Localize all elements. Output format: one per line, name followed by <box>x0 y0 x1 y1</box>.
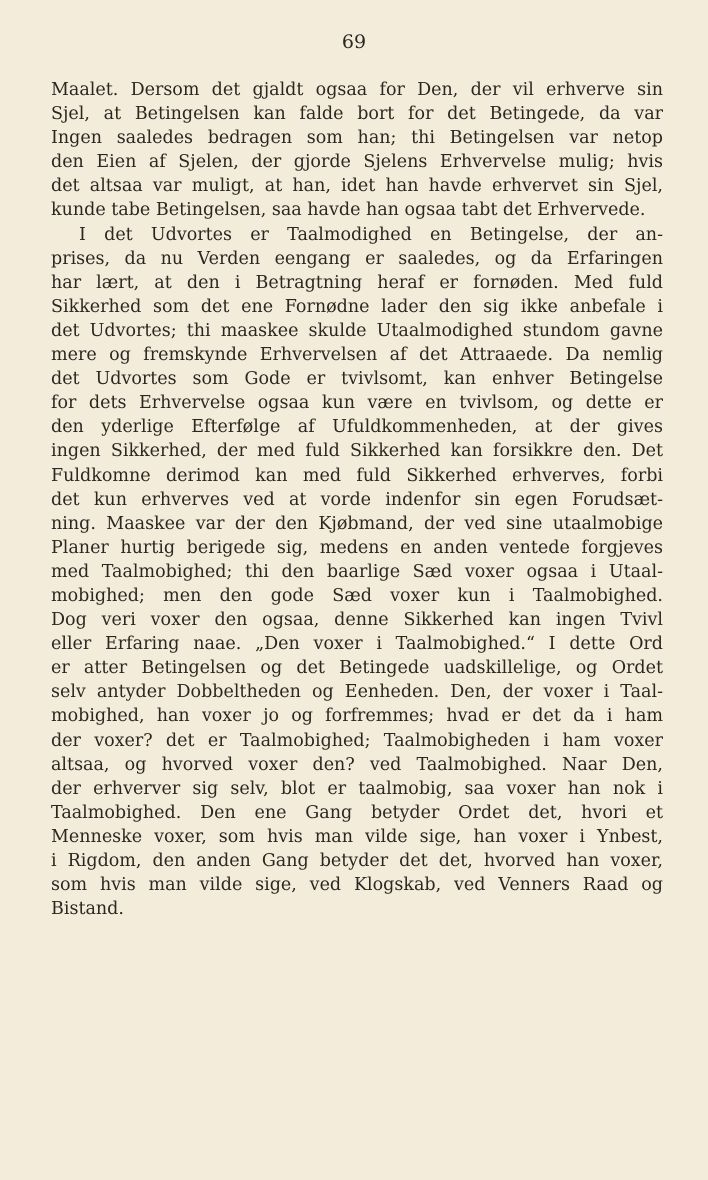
text-line: det Udvortes; thi maaskee skulde Utaalmodighed stundom gavne <box>51 320 663 341</box>
text-line: har lært, at den i Betragtning heraf er fornøden. Med fuld <box>51 272 663 293</box>
text-line: Fuldkomne derimod kan med fuld Sikkerhed erhverves, forbi <box>51 465 663 486</box>
text-line: Sjel, at Betingelsen kan falde bort for det Betingede, da var <box>51 104 663 125</box>
text-line: for dets Erhvervelse ogsaa kun være en tvivlsom, og dette er <box>51 393 663 414</box>
text-line: kunde tabe Betingelsen, saa havde han ogsaa tabt det Erhvervede. <box>51 200 646 221</box>
text-line: eller Erfaring naae. „Den voxer i Taalmobighed.“ I dette Ord <box>51 634 663 655</box>
text-line: Maalet. Dersom det gjaldt ogsaa for Den, der vil erhverve sin <box>51 80 663 100</box>
text-line: Taalmobighed. Den ene Gang betyder Ordet det, hvori et <box>51 802 663 823</box>
text-line: Dog veri voxer den ogsaa, denne Sikkerhed kan ingen Tvivl <box>51 610 663 631</box>
text-line: er atter Betingelsen og det Betingede uadskillelige, og Ordet <box>51 658 663 679</box>
text-line: Menneske voxer, som hvis man vilde sige, han voxer i Ynbest, <box>51 826 663 847</box>
text-line: ingen Sikkerhed, der med fuld Sikkerhed kan forsikkre den. Det <box>51 441 663 462</box>
text-line: mere og fremskynde Erhvervelsen af det Attraaede. Da nemlig <box>51 345 663 366</box>
text-line: den yderlige Efterfølge af Ufuldkommenheden, at der gives <box>51 417 663 438</box>
body-text <box>51 78 663 921</box>
text-line: ning. Maaskee var der den Kjøbmand, der ved sine utaalmobige <box>51 513 663 534</box>
text-line: selv antyder Dobbeltheden og Eenheden. Den, der voxer i Taal- <box>51 682 663 703</box>
text-line: den Eien af Sjelen, der gjorde Sjelens Erhvervelse mulig; hvis <box>51 152 663 173</box>
text-line: i Rigdom, den anden Gang betyder det det, hvorved han voxer, <box>51 851 663 871</box>
text-line: Planer hurtig berigede sig, medens en anden ventede forgjeves <box>51 537 663 558</box>
text-line: I det Udvortes er Taalmodighed en Betingelse, der an- <box>79 224 663 245</box>
text-line: prises, da nu Verden eengang er saaledes, og da Erfaringen <box>51 248 663 269</box>
text-line: altsaa, og hvorved voxer den? ved Taalmobighed. Naar Den, <box>51 754 663 775</box>
text-line: mobighed, han voxer jo og forfremmes; hvad er det da i ham <box>51 706 663 727</box>
text-line: mobighed; men den gode Sæd voxer kun i Taalmobighed. <box>51 585 663 606</box>
text-line: det kun erhverves ved at vorde indenfor sin egen Forudsæt- <box>51 489 663 510</box>
text-line: der voxer? det er Taalmobighed; Taalmobigheden i ham voxer <box>51 730 663 751</box>
text-line: det Udvortes som Gode er tvivlsomt, kan enhver Betingelse <box>51 369 663 390</box>
text-line: Ingen saaledes bedragen som han; thi Betingelsen var netop <box>51 128 663 149</box>
text-line: med Taalmobighed; thi den baarlige Sæd voxer ogsaa i Utaal- <box>51 561 663 582</box>
text-line: som hvis man vilde sige, ved Klogskab, ved Venners Raad og <box>51 875 663 896</box>
text-line: der erhverver sig selv, blot er taalmobig, saa voxer han nok i <box>51 778 663 799</box>
text-line: Sikkerhed som det ene Fornødne lader den sig ikke anbefale i <box>51 296 663 317</box>
text-line: Bistand. <box>51 899 124 920</box>
text-line: det altsaa var muligt, at han, idet han havde erhvervet sin Sjel, <box>51 176 663 197</box>
page-number: 69 <box>341 31 367 53</box>
